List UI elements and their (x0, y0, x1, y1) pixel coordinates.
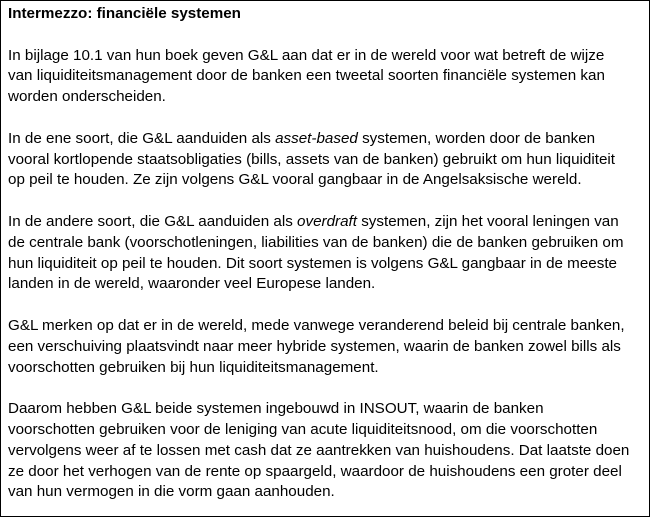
paragraph-text: In de ene soort, die G&L aanduiden als (8, 129, 276, 147)
paragraph-overdraft (8, 212, 648, 295)
paragraph-asset-based (8, 129, 648, 191)
paragraph-intro: In bijlage 10.1 van hun boek geven G&L aan dat er in de wereld voor wat betreft de wijze van liquiditeitsmanagement door de banken een tweetal soorten financiële systemen kan worden onderscheiden. (8, 46, 605, 106)
emphasis-term: overdraft (297, 212, 357, 230)
document-title: Intermezzo: financiële systemen (8, 5, 241, 22)
document-body (8, 4, 648, 524)
paragraph-text: In de andere soort, die G&L aanduiden als (8, 212, 298, 230)
emphasis-term: asset-based (275, 129, 358, 147)
paragraph-text: systemen, zijn het vooral leningen van de centrale bank (voorschotleningen, liabilities van de banken) die de banken gebruiken om hun liquiditeit op peil te houden. Dit soort systemen is volgens G&L gangbaar in de meeste landen in de wereld, waaronder veel Europese landen. (8, 212, 624, 293)
paragraph-text: systemen, worden door de banken vooral kortlopende staatsobligaties (bills, assets van de banken) gebruikt om hun liquiditeit op peil te houden. Ze zijn volgens G&L vooral gangbaar in de Angelsaksische wereld. (8, 129, 616, 189)
paragraph-hybrid: G&L merken op dat er in de wereld, mede vanwege veranderend beleid bij centrale banken, een verschuiving plaatsvindt naar meer hybride systemen, waarin de banken zowel bills als voorschotten gebruiken bij hun liquiditeitsmanagement. (8, 316, 625, 376)
paragraph-insout: Daarom hebben G&L beide systemen ingebouwd in INSOUT, waarin de banken voorschotten gebruiken voor de leniging van acute liquiditeitsnood, om die voorschotten vervolgens weer af te lossen met cash dat ze aantrekken van huishoudens. Dat laatste doen ze door het verhogen van de rente op spaargeld, waardoor de huishoudens een groter deel van hun vermogen in die vorm gaan aanhouden. (8, 400, 630, 501)
